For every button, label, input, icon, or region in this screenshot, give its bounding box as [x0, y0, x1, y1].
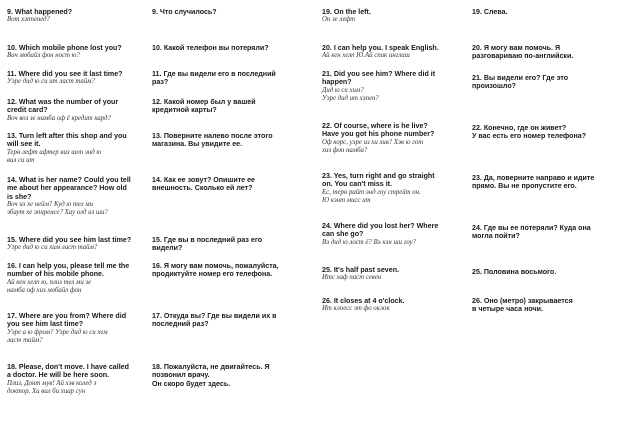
- phrase-transliteration: Уэре а ю фром? Уэре дид ю си хем ласт тайм?: [7, 328, 108, 344]
- phrase-26-en: [322, 297, 405, 313]
- phrase-transliteration: Воч из хе нейм? Куд ю тел ми эбаут хе эпиренсе? Хау олд из ши?: [7, 200, 108, 216]
- phrase-15-ru: [152, 236, 262, 253]
- phrase-english: 23. Yes, turn right and go straight on. You can't miss it.: [322, 172, 435, 189]
- phrase-russian: 24. Где вы ее потеряли? Куда она могла пойти?: [472, 224, 591, 241]
- phrase-26-ru: [472, 297, 573, 314]
- phrase-transliteration: Терн лефт афтер виз шоп энд ю вил си ит: [7, 148, 102, 164]
- phrase-transliteration: Ит клоесс эт фо оклок: [322, 305, 390, 313]
- phrase-english: 14. What is her name? Could you tell me about her appearance? How old is she?: [7, 176, 131, 201]
- phrase-16-ru: [152, 262, 279, 279]
- phrase-russian: 9. Что случилось?: [152, 8, 217, 16]
- phrase-19-en: [322, 8, 371, 24]
- phrase-russian: 13. Поверните налево после этого магазина. Вы увидите ее.: [152, 132, 273, 149]
- phrase-transliteration: Дид ю си хим? Уэре дид ит хэпен?: [322, 86, 379, 102]
- phrase-9-ru: [152, 8, 217, 16]
- phrase-english: 25. It's half past seven.: [322, 266, 399, 274]
- phrase-16-en: [7, 262, 129, 294]
- phrase-transliteration: Вэ дид ю лост ё? Вэ кэн ши гоу?: [322, 238, 417, 246]
- phrase-russian: 12. Какой номер был у вашей кредитной карты?: [152, 98, 256, 115]
- phrase-14-ru: [152, 176, 255, 193]
- phrase-russian: 19. Слева.: [472, 8, 508, 16]
- phrase-english: 16. I can help you, please tell me the number of his mobile phone.: [7, 262, 130, 279]
- phrase-russian: 15. Где вы в последний раз его видели?: [152, 236, 263, 253]
- phrase-15-en: [7, 236, 131, 252]
- phrase-russian: 20. Я могу вам помочь. Я разговариваю по-английски.: [472, 44, 574, 61]
- phrase-19-ru: [472, 8, 508, 16]
- phrase-20-ru: [472, 44, 573, 61]
- phrase-17-ru: [152, 312, 277, 329]
- phrase-21-en: [322, 70, 435, 102]
- phrase-18-en: [7, 363, 129, 395]
- phrase-english: 9. What happened?: [7, 8, 73, 16]
- phrase-english: 19. On the left.: [322, 8, 371, 16]
- phrase-english: 17. Where are you from? Where did you see him last time?: [7, 312, 127, 329]
- phrase-transliteration: Оф корс, уэре из хи лив? Хэв ю гот хиз фон намба?: [322, 138, 424, 154]
- phrase-transliteration: Уэре дид ю си ит ласт тайм?: [7, 78, 95, 86]
- phrase-21-ru: [472, 74, 568, 91]
- phrase-22-ru: [472, 124, 586, 141]
- phrase-12-ru: [152, 98, 256, 115]
- phrase-23-en: [322, 172, 435, 204]
- phrase-25-ru: [472, 268, 556, 276]
- phrase-english: 13. Turn left after this shop and you will see it.: [7, 132, 127, 149]
- phrase-english: 12. What was the number of your credit card?: [7, 98, 119, 115]
- phrase-russian: 23. Да, поверните направо и идите прямо. Вы не пропустите его.: [472, 174, 595, 191]
- phrase-transliteration: Вот хэппенед?: [7, 16, 50, 24]
- phrase-russian: 18. Пожалуйста, не двигайтесь. Я позвонил врачу. Он скоро будет здесь.: [152, 363, 270, 388]
- phrase-22-en: [322, 122, 434, 154]
- phrase-13-ru: [152, 132, 273, 149]
- phrase-english: 22. Of course, where is he live? Have you got his phone number?: [322, 122, 435, 139]
- phrase-24-ru: [472, 224, 591, 241]
- phrase-12-en: [7, 98, 118, 123]
- phrase-10-en: [7, 44, 122, 60]
- phrase-transliteration: Он зе лефт: [322, 16, 355, 24]
- phrase-transliteration: Плиз, Донт мув! Ай хэв колед э доктор. Хи вил би хиар сун: [7, 379, 97, 395]
- phrase-9-en: [7, 8, 145, 24]
- phrase-24-en: [322, 222, 438, 247]
- phrase-russian: 22. Конечно, где он живет? У вас есть его номер телефона?: [472, 124, 587, 141]
- column-english-9-18: [7, 8, 145, 395]
- phrase-14-en: [7, 176, 131, 217]
- phrase-transliteration: Воч воз зе намба оф ё кредит кард?: [7, 114, 111, 122]
- phrase-18-ru: [152, 363, 270, 388]
- phrase-russian: 25. Половина восьмого.: [472, 268, 557, 276]
- phrase-english: 26. It closes at 4 o'clock.: [322, 297, 405, 305]
- phrase-russian: 17. Откуда вы? Где вы видели их в последний раз?: [152, 312, 277, 329]
- phrase-11-ru: [152, 70, 276, 87]
- phrase-23-ru: [472, 174, 594, 191]
- phrase-russian: 14. Как ее зовут? Опишите ее внешность. Сколько ей лет?: [152, 176, 255, 193]
- phrase-russian: 11. Где вы видели его в последний раз?: [152, 70, 276, 87]
- phrase-russian: 10. Какой телефон вы потеряли?: [152, 44, 269, 52]
- phrase-transliteration: Ес, терн райт энд гоу стрейт он. Ю кэнт мисс ит: [322, 188, 421, 204]
- phrase-russian: 21. Вы видели его? Где это произошло?: [472, 74, 569, 91]
- phrase-20-en: [322, 44, 439, 60]
- phrase-13-en: [7, 132, 127, 164]
- phrase-transliteration: Ай кен хелп ю, плиз тел ми зе намба оф хиз мобайл фон: [7, 278, 92, 294]
- phrase-english: 24. Where did you lost her? Where can she go?: [322, 222, 439, 239]
- phrase-english: 15. Where did you see him last time?: [7, 236, 132, 244]
- phrase-russian: 16. Я могу вам помочь, пожалуйста, продиктуйте номер его телефона.: [152, 262, 279, 279]
- phrase-transliteration: Вич мобайл фон ност ю?: [7, 52, 80, 60]
- phrase-transliteration: Итс хаф паст севен: [322, 274, 382, 282]
- phrase-english: 11. Where did you see it last time?: [7, 70, 123, 78]
- phrase-25-en: [322, 266, 399, 282]
- phrase-english: 18. Please, don't move. I have called a doctor. He will be here soon.: [7, 363, 129, 380]
- phrase-english: 21. Did you see him? Where did it happen?: [322, 70, 436, 87]
- phrase-english: 10. Which mobile phone lost you?: [7, 44, 122, 52]
- phrase-10-ru: [152, 44, 269, 52]
- phrase-17-en: [7, 312, 126, 344]
- phrase-english: 20. I can help you. I speak English.: [322, 44, 439, 52]
- phrase-transliteration: Ай кен хелп Ю.Ай спик инглиш: [322, 52, 410, 60]
- phrase-11-en: [7, 70, 123, 86]
- phrase-russian: 26. Оно (метро) закрывается в четыре часа ночи.: [472, 297, 573, 314]
- phrase-transliteration: Уэре дид ю си хим ласт тайм?: [7, 244, 98, 252]
